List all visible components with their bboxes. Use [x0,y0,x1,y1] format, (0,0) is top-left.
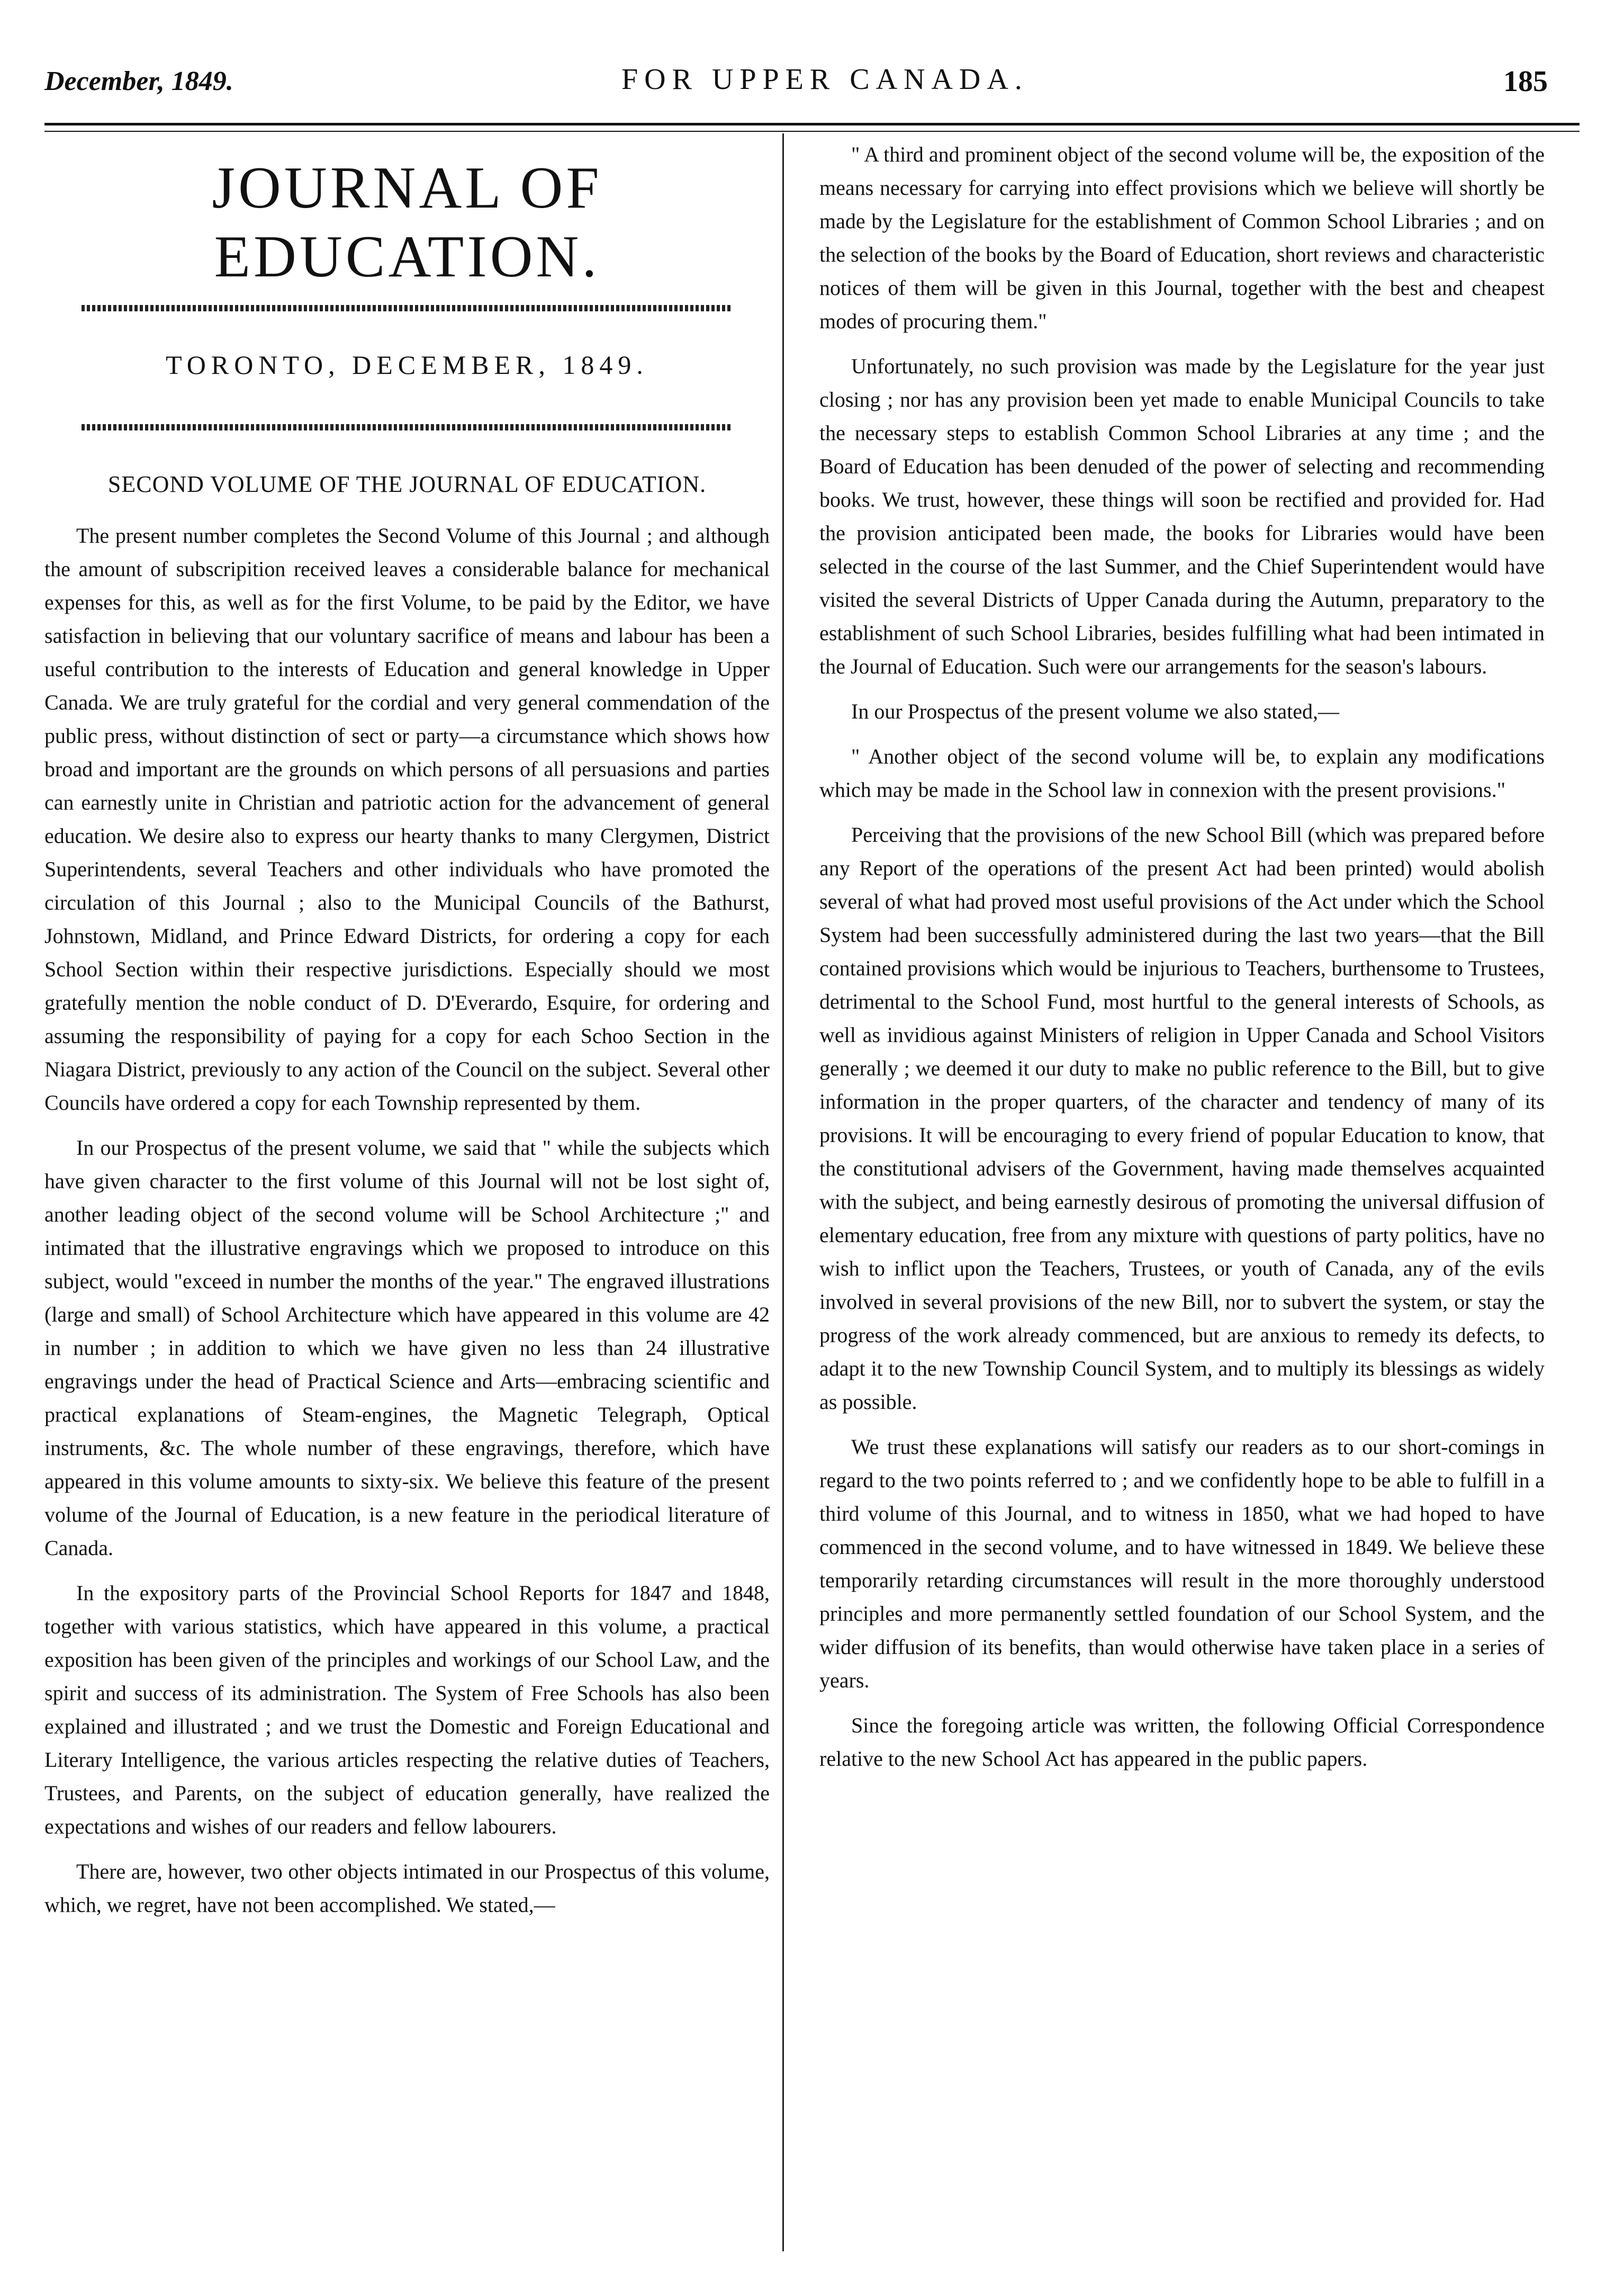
left-column [44,138,770,1933]
paragraph: In our Prospectus of the present volume we also stated,— [851,699,1340,723]
issue-date: December, 1849. [44,66,233,96]
paragraph: Unfortunately, no such provision was made by the Legislature for the year just closing ; nor has any provision been yet made to enable Municipal Councils to take the necessary steps to establish Common School Libraries at any time ; and the Board of Education has been denuded of the power of selecting and recommending books. We trust, however, these things will soon be rectified and provided for. Had the provision anticipated been made, the books for Libraries would have been selected in the course of the last Summer, and the Chief Superintendent would have visited the several Districts of Upper Canada during the Autumn, preparatory to the establishment of such School Libraries, besides fulfilling what had been intimated in the Journal of Education. Such were our arrangements for the season's labours. [819,354,1545,678]
paragraph: Since the foregoing article was written, the following Official Correspondence relative to the new School Act has appeared in the public papers. [819,1713,1545,1771]
article-title: SECOND VOLUME OF THE JOURNAL OF EDUCATION. [107,471,707,497]
right-column [819,138,1545,1787]
paragraph: There are, however, two other objects intimated in our Prospectus of this volume, which, we regret, have not been accomplished. We stated,— [44,1859,770,1917]
wavy-rule-bottom [82,424,733,430]
column-divider [782,133,784,2251]
dateline: TORONTO, DECEMBER, 1849. [166,350,648,380]
paragraph: In our Prospectus of the present volume, we said that " while the subjects which have given character to the first volume of this Journal will not be lost sight of, another leading object of the second volume will be School Architecture ;" and intimated that the illustrative engravings which we proposed to introduce on this subject, would "exceed in number the months of the year." The engraved illustrations (large and small) of School Architecture which have appeared in this volume are 42 in number ; in addition to which we have given no less than 24 illustrative engravings under the head of Practical Science and Arts—embracing scientific and practical explanations of Steam-engines, the Magnetic Telegraph, Optical instruments, &c. The whole number of these engravings, therefore, which have appeared in this volume amounts to sixty-six. We believe this feature of the present volume of the Journal of Education, is a new feature in the periodical literature of Canada. [44,1136,770,1560]
running-header [44,55,1580,97]
paragraph: Perceiving that the provisions of the new School Bill (which was prepared before any Report of the operations of the present Act had been printed) would abolish several of what had proved most useful provisions of the Act under which the School System had been successfully administered during the last two years—that the Bill contained provisions which would be injurious to Teachers, burthensome to Trustees, detrimental to the School Fund, most hurtful to the general interests of Schools, as well as invidious against Ministers of religion in Upper Canada and School Visitors generally ; we deemed it our duty to make no public reference to the Bill, but to give information in the proper quarters, of the character and tendency of many of its provisions. It will be encouraging to every friend of popular Education to know, that the constitutional advisers of the Government, having made themselves acquainted with the subject, and being earnestly desirous of promoting the universal diffusion of elementary education, free from any mixture with questions of party politics, have no wish to inflict upon the Teachers, Trustees, or youth of Canada, any of the evils involved in several provisions of the new Bill, nor to subvert the system, or stay the progress of the work already commenced, but are anxious to remedy its defects, to adapt it to the new Township Council System, and to multiply its blessings as widely as possible. [819,823,1545,1414]
block-quote: " A third and prominent object of the second volume will be, the exposition of the means necessary for carrying into effect provisions which we believe will shortly be made by the Legislature for the establishment of Common School Libraries ; and on the selection of the books by the Board of Education, short reviews and characteristic notices of them will be given in this Journal, together with the best and cheapest modes of procuring them." [819,142,1545,333]
paragraph: The present number completes the Second Volume of this Journal ; and although the amount of subscripition received leaves a considerable balance for mechanical expenses for this, as well as for the first Volume, to be paid by the Editor, we have satisfaction in believing that our voluntary sacrifice of means and labour has been a useful contribution to the interests of Education and general knowledge in Upper Canada. We are truly grateful for the cordial and very general commendation of the public press, without distinction of sect or party—a circumstance which shows how broad and important are the grounds on which persons of all persuasions and parties can earnestly unite in Christian and patriotic action for the advancement of general education. We desire also to express our hearty thanks to many Clergymen, District Superintendents, several Teachers and other individuals who have promoted the circulation of this Journal ; also to the Municipal Councils of the Bathurst, Johnstown, Midland, and Prince Edward Districts, for ordering a copy for each School Section within their respective jurisdictions. Especially should we most gratefully mention the noble conduct of D. D'Everardo, Esquire, for ordering and assuming the responsibility of paying for a copy for each Schoo Section in the Niagara District, previously to any action of the Council on the subject. Several other Councils have ordered a copy for each Township represented by them. [44,524,770,1115]
header-rule [44,123,1580,132]
masthead-title: JOURNAL OF EDUCATION. [212,155,602,290]
paragraph: We trust these explanations will satisfy our readers as to our short-comings in regard to the two points referred to ; and we confidently hope to be able to fulfill in a third volume of this Journal, and to witness in 1850, what we had hoped to have commenced in the second volume, and to have witnessed in 1849. We believe these temporarily retarding circumstances will result in the more thoroughly understood principles and more permanently settled foundation of our School System, and the wider diffusion of its benefits, than would otherwise have taken place in a series of years. [819,1435,1545,1692]
page-number: 185 [1503,65,1548,98]
running-title: FOR UPPER CANADA. [621,63,1028,96]
paragraph: In the expository parts of the Provincial School Reports for 1847 and 1848, together with various statistics, which have appeared in this volume, a practical exposition has been given of the principles and workings of our School Law, and the spirit and success of its administration. The System of Free Schools has also been explained and illustrated ; and we trust the Domestic and Foreign Educational and Literary Intelligence, the various articles respecting the relative duties of Teachers, Trustees, and Parents, on the subject of education generally, have realized the expectations and wishes of our readers and fellow labourers. [44,1581,770,1838]
wavy-rule-top [82,305,733,311]
block-quote: " Another object of the second volume will be, to explain any modifications which may be made in the School law in connexion with the present provisions." [819,744,1545,802]
